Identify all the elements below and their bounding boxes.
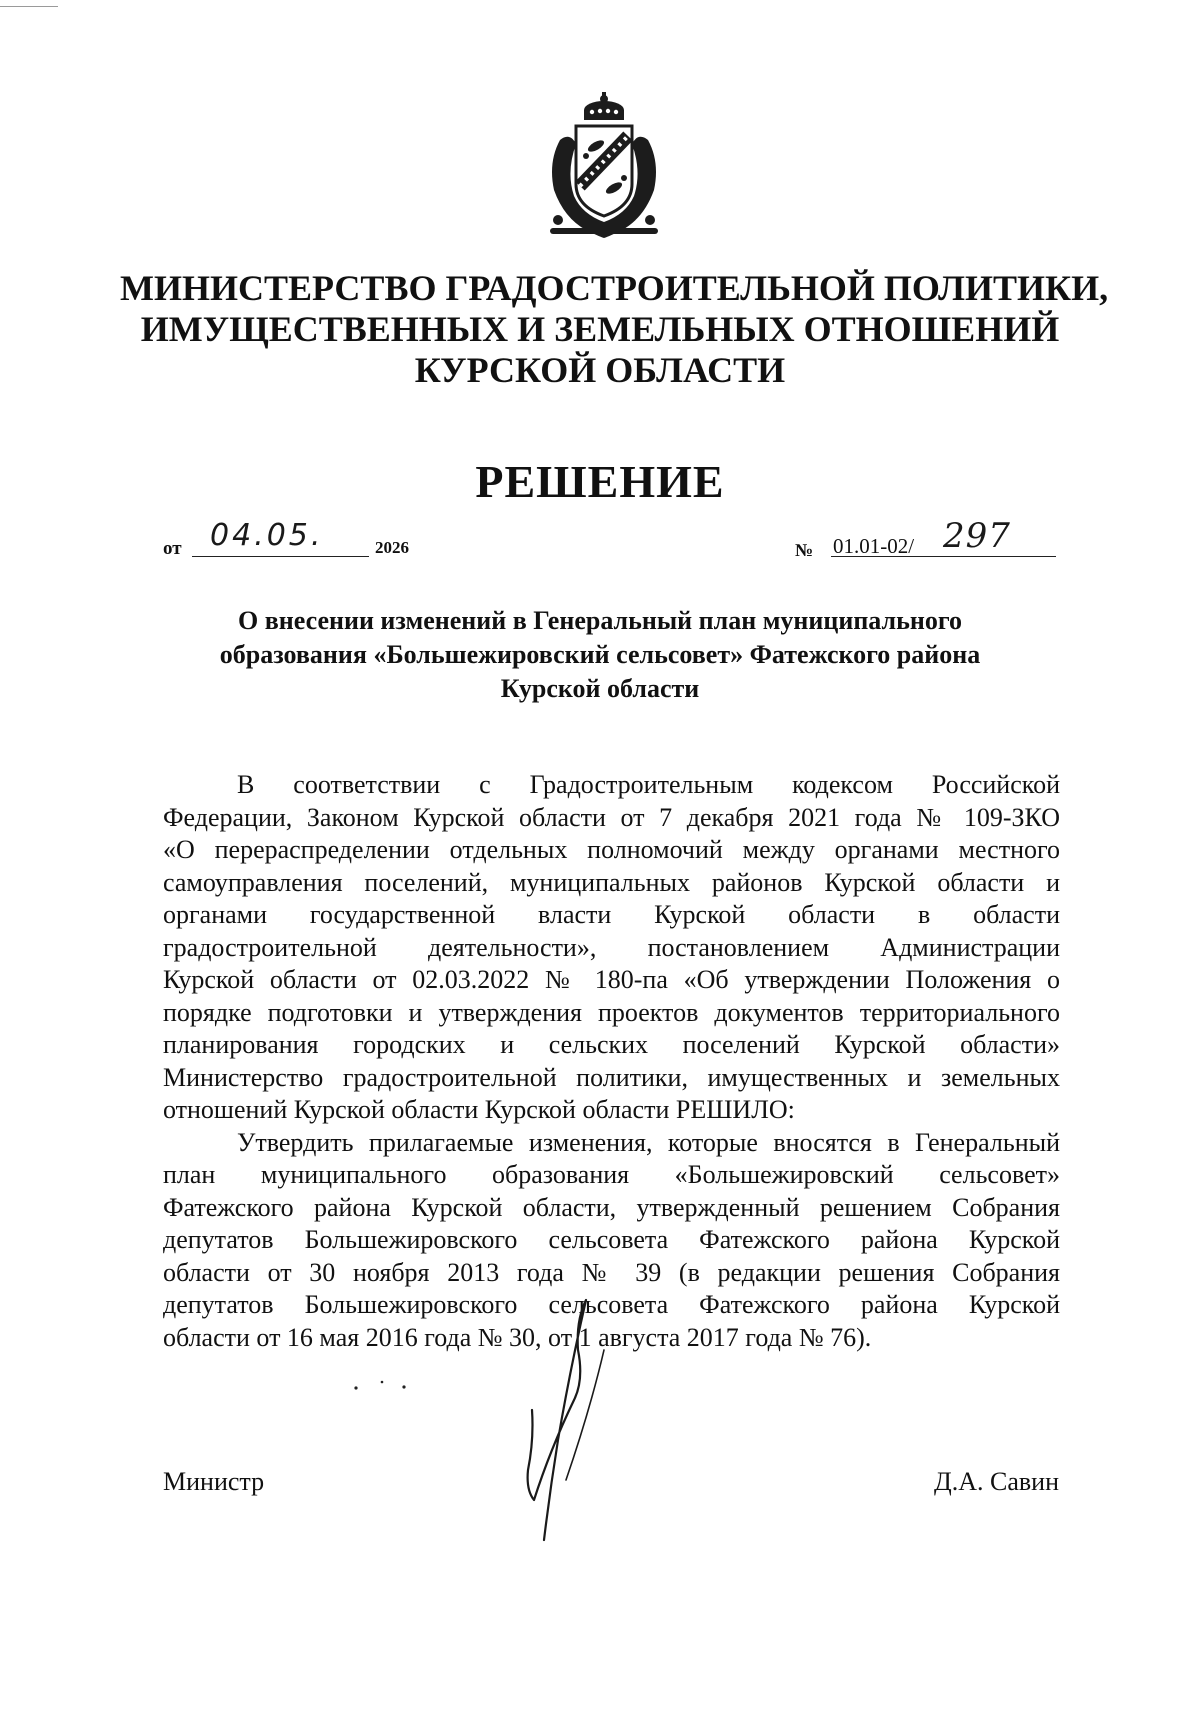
date-number-line xyxy=(163,516,1060,566)
body-line: депутатов Большежировского сельсовета Фатежского района Курской xyxy=(163,1290,1060,1319)
subject-line: образования «Большежировский сельсовет» Фатежского района xyxy=(219,640,981,669)
ministry-line: МИНИСТЕРСТВО ГРАДОСТРОИТЕЛЬНОЙ ПОЛИТИКИ, xyxy=(120,268,1109,308)
handwritten-number: 297 xyxy=(943,516,1011,556)
ministry-line: ИМУЩЕСТВЕННЫХ И ЗЕМЕЛЬНЫХ ОТНОШЕНИЙ xyxy=(140,309,1060,349)
signatory-name: Д.А. Савин xyxy=(934,1467,1059,1496)
number-prefix: 01.01-02/ xyxy=(833,534,915,558)
ministry-name xyxy=(120,268,1109,391)
date-year: 2026 xyxy=(375,538,409,557)
body-line: органами государственной власти Курской области в области xyxy=(163,900,1060,929)
handwritten-signature xyxy=(520,1290,640,1545)
body-line: порядке подготовки и утверждения проектов документов территориального xyxy=(163,997,1060,1027)
scan-edge-mark xyxy=(0,6,58,7)
document-title: РЕШЕНИЕ xyxy=(475,456,725,507)
scan-speckles xyxy=(352,1379,412,1391)
ministry-line: КУРСКОЙ ОБЛАСТИ xyxy=(414,350,786,390)
body-line: градостроительной деятельности», постановлением Администрации xyxy=(163,932,1060,962)
decision-subject xyxy=(150,604,1050,706)
body-line: «О перераспределении отдельных полномочий между органами местного xyxy=(163,835,1060,864)
body-line: депутатов Большежировского сельсовета Фатежского района Курской xyxy=(163,1225,1060,1254)
body-line: самоуправления поселений, муниципальных районов Курской области и xyxy=(163,867,1060,897)
body-line: Федерации, Законом Курской области от 7 декабря 2021 года № 109-ЗКО xyxy=(163,802,1060,832)
subject-line: О внесении изменений в Генеральный план муниципального xyxy=(237,606,963,635)
signatory-role: Министр xyxy=(163,1467,265,1496)
body-line: Министерство градостроительной политики, имущественных и земельных xyxy=(163,1062,1060,1092)
date-prefix: от xyxy=(163,538,182,559)
body-line: отношений Курской области Курской области РЕШИЛО: xyxy=(163,1095,795,1124)
body-line: план муниципального образования «Большежировский сельсовет» xyxy=(163,1160,1060,1189)
body-line: Фатежского района Курской области, утвержденный решением Собрания xyxy=(163,1192,1060,1222)
body-line: Курской области от 02.03.2022 № 180-па «Об утверждении Положения о xyxy=(163,965,1060,994)
decision-body xyxy=(163,769,1060,1354)
number-sign: № xyxy=(795,540,814,560)
subject-line: Курской области xyxy=(500,674,700,703)
kursk-coat-of-arms-icon xyxy=(542,92,666,242)
body-line: Утвердить прилагаемые изменения, которые вносятся в Генеральный xyxy=(237,1127,1060,1157)
handwritten-date: 04.05. xyxy=(210,518,324,553)
body-line: планирования городских и сельских поселений Курской области» xyxy=(163,1030,1060,1059)
body-line: области от 30 ноября 2013 года № 39 (в редакции решения Собрания xyxy=(163,1257,1060,1287)
body-line: области от 16 мая 2016 года № 30, от 1 августа 2017 года № 76). xyxy=(163,1322,872,1352)
body-line: В соответствии с Градостроительным кодексом Российской xyxy=(237,770,1060,799)
